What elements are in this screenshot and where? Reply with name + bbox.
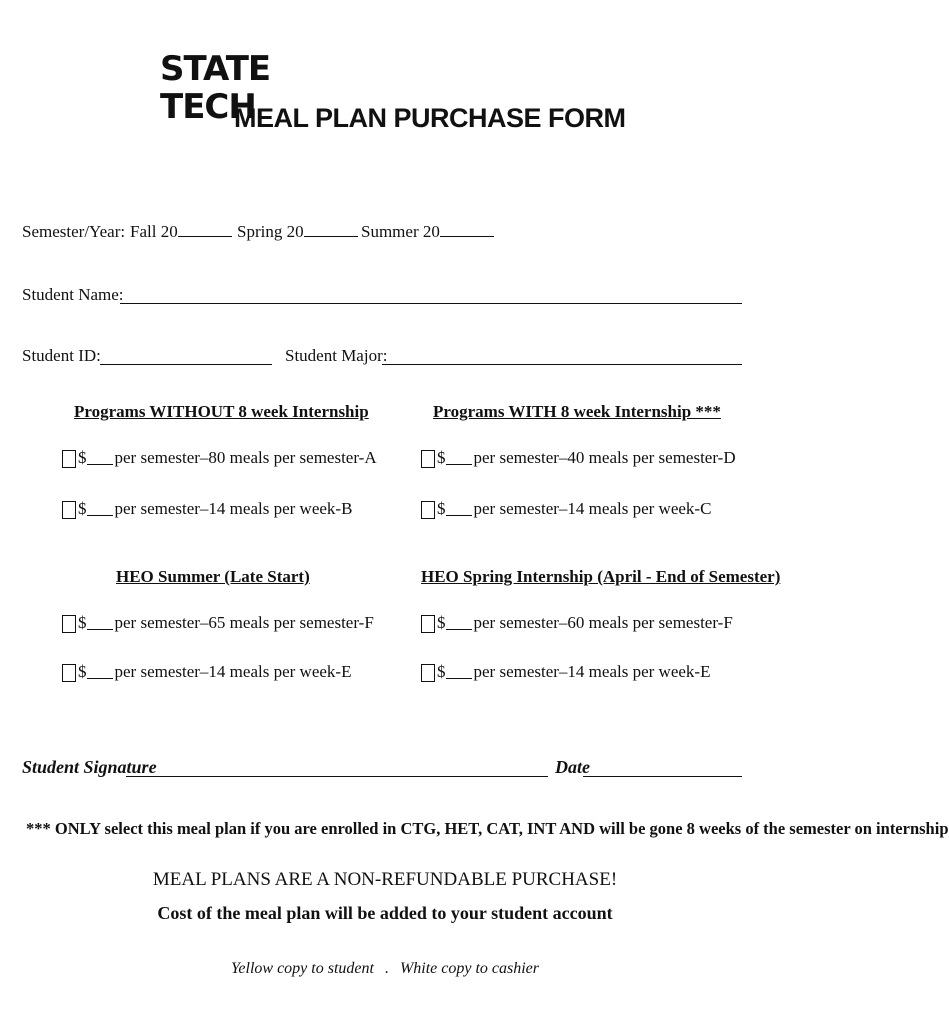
spring-year-field[interactable] xyxy=(304,236,358,237)
signature-label: Student Signature xyxy=(22,757,157,777)
section-heading-without-internship: Programs WITHOUT 8 week Internship xyxy=(74,402,369,421)
student-id-field[interactable] xyxy=(100,364,272,365)
logo-line-2: TECH xyxy=(160,87,256,127)
student-id-label: Student ID: xyxy=(22,346,101,365)
amount-field-E-summer[interactable] xyxy=(87,678,113,679)
semester-label: Semester/Year: xyxy=(22,222,126,241)
summer-year-field[interactable] xyxy=(440,236,494,237)
dollar-sign: $ xyxy=(437,499,446,518)
option-F-summer-text: per semester–65 meals per semester-F xyxy=(114,613,374,632)
dollar-sign: $ xyxy=(78,662,87,681)
amount-field-A[interactable] xyxy=(87,464,113,465)
semester-fall xyxy=(130,222,232,242)
copy-distribution xyxy=(0,960,770,978)
amount-field-F-summer[interactable] xyxy=(87,629,113,630)
white-copy-text: White copy to cashier xyxy=(399,960,540,977)
dollar-sign: $ xyxy=(78,499,87,518)
amount-field-F-spring[interactable] xyxy=(446,629,472,630)
semester-summer xyxy=(361,222,494,242)
option-C-text: per semester–14 meals per week-C xyxy=(473,499,712,518)
checkbox-option-D[interactable] xyxy=(421,450,435,468)
dollar-sign: $ xyxy=(437,613,446,632)
non-refundable-warning: MEAL PLANS ARE A NON-REFUNDABLE PURCHASE! xyxy=(152,869,618,890)
option-E-summer-text: per semester–14 meals per week-E xyxy=(114,662,352,681)
fall-year-field[interactable] xyxy=(178,236,232,237)
option-A-text: per semester–80 meals per semester-A xyxy=(114,448,377,467)
dollar-sign: $ xyxy=(78,448,87,467)
student-name-field[interactable] xyxy=(120,303,742,304)
copy-separator: . xyxy=(384,960,389,977)
form-title: MEAL PLAN PURCHASE FORM xyxy=(234,103,626,133)
amount-field-D[interactable] xyxy=(446,464,472,465)
checkbox-option-E-summer[interactable] xyxy=(62,664,76,682)
checkbox-option-F-summer[interactable] xyxy=(62,615,76,633)
checkbox-option-C[interactable] xyxy=(421,501,435,519)
amount-field-B[interactable] xyxy=(87,515,113,516)
semester-spring xyxy=(237,222,358,242)
option-E-summer xyxy=(62,662,351,682)
student-major-label: Student Major: xyxy=(285,346,388,365)
dollar-sign: $ xyxy=(437,448,446,467)
logo-line-1: STATE xyxy=(160,49,271,89)
date-label: Date xyxy=(555,757,590,777)
state-tech-logo xyxy=(160,49,271,132)
section-heading-heo-summer: HEO Summer (Late Start) xyxy=(116,567,310,586)
dollar-sign: $ xyxy=(437,662,446,681)
option-B xyxy=(62,499,352,519)
option-E-spring-text: per semester–14 meals per week-E xyxy=(473,662,711,681)
date-field[interactable] xyxy=(583,776,742,777)
amount-field-C[interactable] xyxy=(446,515,472,516)
checkbox-option-E-spring[interactable] xyxy=(421,664,435,682)
option-D xyxy=(421,448,736,468)
option-A xyxy=(62,448,377,468)
student-name-label: Student Name: xyxy=(22,285,124,304)
option-F-summer xyxy=(62,613,374,633)
student-major-field[interactable] xyxy=(382,364,742,365)
cost-note: Cost of the meal plan will be added to your student account xyxy=(157,903,613,923)
option-D-text: per semester–40 meals per semester-D xyxy=(473,448,736,467)
summer-label: Summer 20 xyxy=(361,222,440,241)
option-E-spring xyxy=(421,662,710,682)
option-C xyxy=(421,499,711,519)
amount-field-E-spring[interactable] xyxy=(446,678,472,679)
signature-field[interactable] xyxy=(126,776,548,777)
internship-footnote: *** ONLY select this meal plan if you are enrolled in CTG, HET, CAT, INT AND will be gone 8 weeks of the semester on internship xyxy=(26,819,949,838)
fall-label: Fall 20 xyxy=(130,222,178,241)
section-heading-with-internship: Programs WITH 8 week Internship *** xyxy=(433,402,721,421)
option-F-spring-text: per semester–60 meals per semester-F xyxy=(473,613,733,632)
checkbox-option-A[interactable] xyxy=(62,450,76,468)
option-F-spring xyxy=(421,613,733,633)
yellow-copy-text: Yellow copy to student xyxy=(230,960,374,977)
option-B-text: per semester–14 meals per week-B xyxy=(114,499,353,518)
section-heading-heo-spring: HEO Spring Internship (April - End of Semester) xyxy=(421,567,781,586)
checkbox-option-F-spring[interactable] xyxy=(421,615,435,633)
spring-label: Spring 20 xyxy=(237,222,304,241)
checkbox-option-B[interactable] xyxy=(62,501,76,519)
dollar-sign: $ xyxy=(78,613,87,632)
